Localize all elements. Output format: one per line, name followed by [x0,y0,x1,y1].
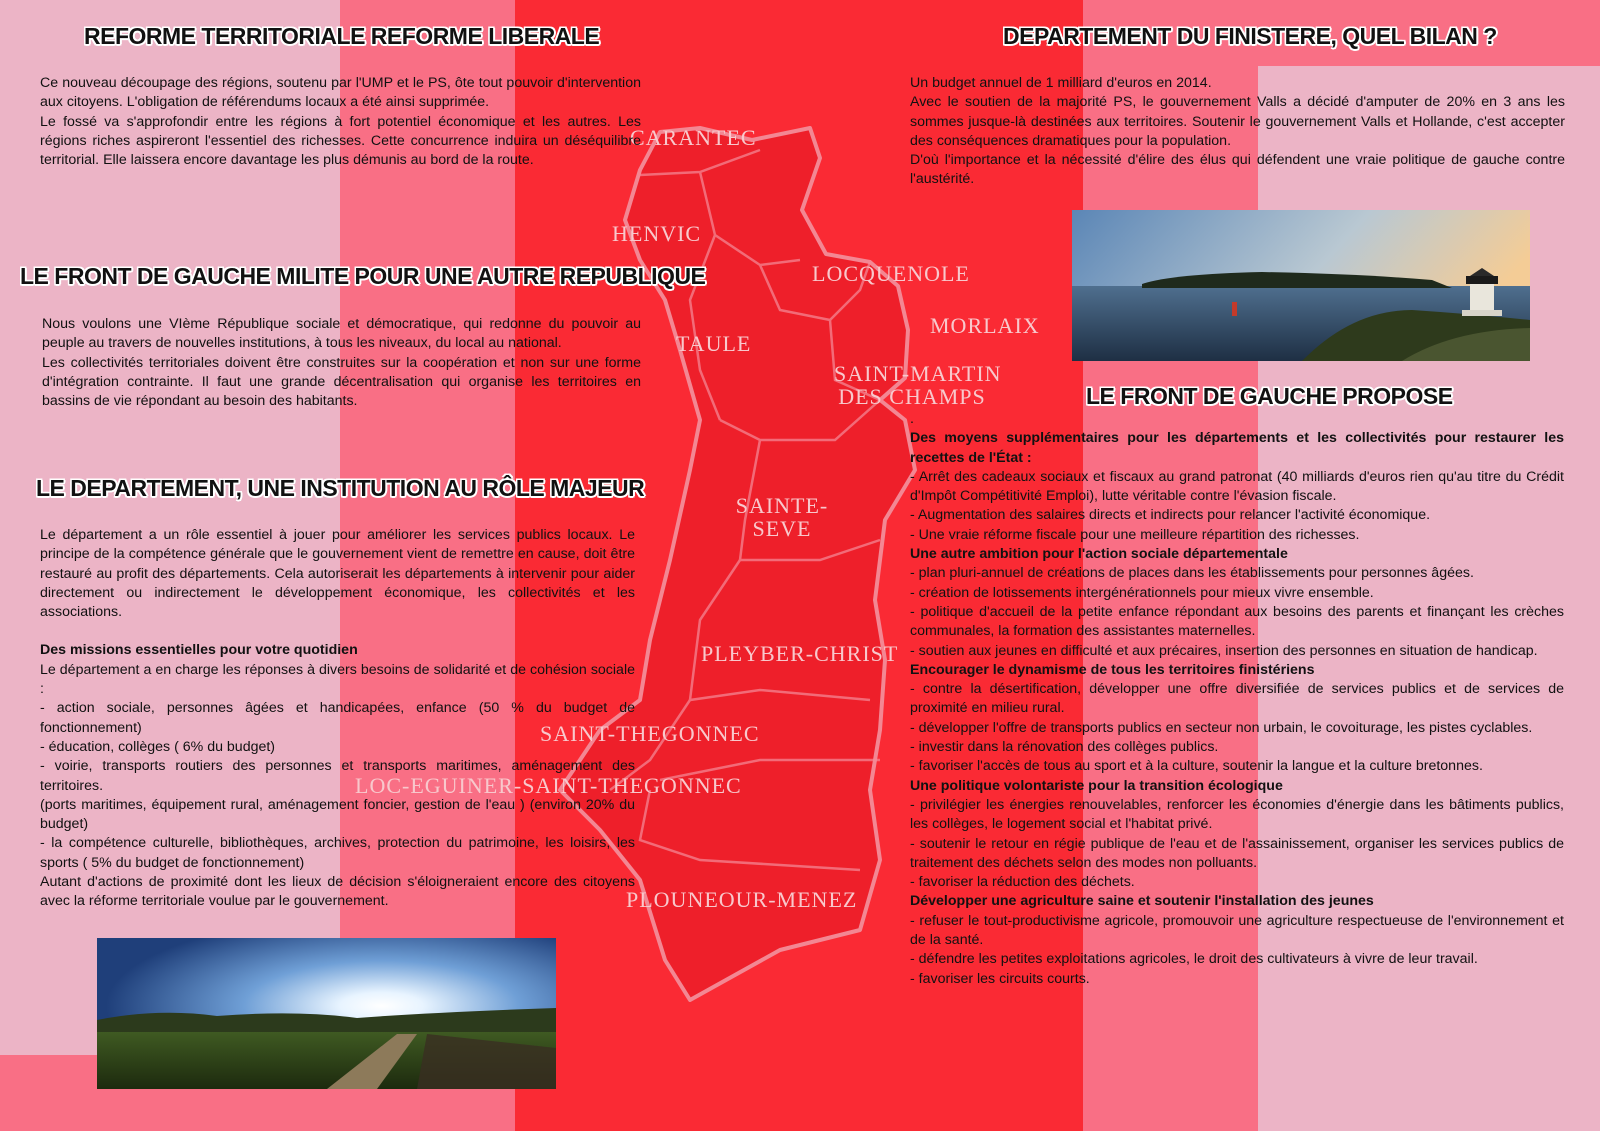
list-item: (ports maritimes, équipement rural, aménagement foncier, gestion de l'eau ) (environ 20% du budget) [40,796,635,833]
map-label-plouneour-menez: PLOUNEOUR-MENEZ [626,887,858,912]
map-label-sainte: SAINTE- [735,493,829,518]
section-body-bilan [910,74,1565,190]
list-item: - la compétence culturelle, bibliothèques, archives, protection du patrimoine, les loisirs, les sports ( 5% du budget de fonctionnement) [40,835,635,871]
list-item: - création de lotissements intergénérationnels pour mieux vivre ensemble. [910,584,1374,601]
list-item: - développer l'offre de transports publics en secteur non urbain, le covoiturage, les pistes cyclables. [910,719,1533,736]
list-item: - politique d'accueil de la petite enfance répondant aux besoins des parents et finançant les crèches communales, la formation des assistantes maternelles. [910,603,1564,640]
paragraph: Le département a un rôle essentiel à jouer pour améliorer les services publics locaux. Le principe de la compétence générale que le gouvernement vient de remettre en cause, doit être restauré au profit des départements. Cela autoriserait les départements à intervenir pour aider directement ou indirectement le développement économique, les collectivités et les associations. [40,527,635,621]
map-label-henvic: HENVIC [612,221,702,246]
subtitle-moyens: Des moyens supplémentaires pour les départements et les collectivités pour restaurer les recettes de l'État : [910,430,1564,466]
map-label-morlaix: MORLAIX [930,313,1040,338]
paragraph: D'où l'importance et la nécessité d'élire des élus qui défendent une vraie politique de gauche contre l'austérité. [910,152,1565,188]
section-title-propose: LE FRONT DE GAUCHE PROPOSE [1086,383,1453,409]
paragraph: Les collectivités territoriales doivent être construites sur la coopération et non sur une forme d'intégration contrainte. Il faut une grande décentralisation qui organise les territoires en bassins de vie répondant au besoin des habitants. [42,354,641,410]
section-body-reforme [40,74,641,170]
subtitle-ecologie: Une politique volontariste pour la transition écologique [910,777,1283,794]
list-item: - favoriser l'accès de tous au sport et à la culture, soutenir la langue et la culture bretonnes. [910,758,1483,775]
dot-marker: . [910,411,914,427]
paragraph: Le fossé va s'approfondir entre les régions à fort potentiel économique et les autres. Les régions riches aspireront l'essentiel des richesses. Cette concurrence induira un déséquilibre territorial. Elle laissera encore davantage les plus démunis au bord de la route. [40,113,641,169]
paragraph: Un budget annuel de 1 milliard d'euros en 2014. [910,75,1212,91]
list-item: - favoriser la réduction des déchets. [910,874,1135,891]
section-body-republique [42,315,641,411]
list-item: - contre la désertification, développer une offre diversifiée de services publics et de services de proximité en milieu rural. [910,681,1564,717]
list-item: - privilégier les énergies renouvelables, renforcer les économies d'énergie dans les bâtiments publics, les collèges, le logement social et l'habitat privé. [910,796,1564,833]
list-item: - Arrêt des cadeaux sociaux et fiscaux au grand patronat (40 milliards d'euros rien qu'au titre du Crédit d'Impôt Compétitivité Emploi), lutte véritable contre l'évasion fiscale. [910,468,1564,505]
section-title-bilan: DEPARTEMENT DU FINISTERE, QUEL BILAN ? [1003,23,1497,49]
section-title-reforme: REFORME TERRITORIALE REFORME LIBERALE [84,23,600,49]
paragraph: Le département a en charge les réponses à divers besoins de solidarité et de cohésion sociale : [40,661,635,698]
list-item: - Une vraie réforme fiscale pour une meilleure répartition des richesses. [910,526,1360,543]
map-label-saint-martin: SAINT-MARTIN [834,361,1002,386]
section-title-republique: LE FRONT DE GAUCHE MILITE POUR UNE AUTRE REPUBLIQUE [20,263,706,289]
paragraph: Autant d'actions de proximité dont les lieux de décision s'éloigneraient encore des citoyens avec la réforme territoriale voulue par le gouvernement. [40,874,635,910]
map-label-loc-eguiner-saint-thegonnec: LOC-EGUINER-SAINT-THEGONNEC [355,773,742,798]
map-label-des-champs: DES CHAMPS [838,384,986,409]
map-label-seve: SEVE [752,516,812,541]
list-item: - plan pluri-annuel de créations de places dans les établissements pour personnes âgées. [910,565,1474,582]
list-item: - soutenir le retour en régie publique de l'eau et de l'assainissement, organiser les services publics de traitement des déchets selon des modes non polluants. [910,835,1564,871]
paragraph: Avec le soutien de la majorité PS, le gouvernement Valls a décidé d'amputer de 20% en 3 ans les sommes jusque-là destinées aux territoires. Soutenir le gouvernement Valls et Hollande, c'est accepter des conséquences dramatiques pour la population. [910,94,1565,149]
section-body-propose [910,410,1564,989]
paragraph: Ce nouveau découpage des régions, soutenu par l'UMP et le PS, ôte tout pouvoir d'intervention aux citoyens. L'obligation de référendums locaux a été ainsi supprimée. [40,75,641,111]
map-label-saint-thegonnec: SAINT-THEGONNEC [540,721,760,746]
list-item: - éducation, collèges ( 6% du budget) [40,738,276,755]
paragraph: Nous voulons une VIème République sociale et démocratique, qui redonne du pouvoir au peuple au travers de nouvelles institutions, à tous les niveaux, du local au national. [42,316,641,352]
list-item: - voirie, transports routiers des personnes et transports maritimes, aménagement des territoires. [40,758,635,794]
subtitle-territoires: Encourager le dynamisme de tous les territoires finistériens [910,661,1315,678]
section-title-departement: LE DEPARTEMENT, UNE INSTITUTION AU RÔLE MAJEUR [36,475,645,501]
list-item: - investir dans la rénovation des collèges publics. [910,739,1219,756]
map-label-taule: TAULE [676,331,752,356]
subtitle-missions: Des missions essentielles pour votre quotidien [40,642,358,659]
list-item: - soutien aux jeunes en difficulté et aux précaires, insertion des personnes en situation de handicap. [910,642,1538,659]
section-body-departement [40,526,635,912]
lighthouse-photo [1072,210,1530,361]
subtitle-action-sociale: Une autre ambition pour l'action sociale départementale [910,546,1288,563]
subtitle-agriculture: Développer une agriculture saine et soutenir l'installation des jeunes [910,893,1374,910]
list-item: - Augmentation des salaires directs et indirects pour relancer l'activité économique. [910,507,1431,524]
list-item: - action sociale, personnes âgées et handicapées, enfance (50 % du budget de fonctionnement) [40,700,635,736]
field-landscape-photo [97,938,556,1089]
list-item: - favoriser les circuits courts. [910,970,1090,987]
map-label-carantec: CARANTEC [630,125,757,150]
list-item: - défendre les petites exploitations agricoles, le droit des cultivateurs à vivre de leur travail. [910,951,1478,968]
map-label-pleyber-christ: PLEYBER-CHRIST [701,641,899,666]
list-item: - refuser le tout-productivisme agricole, promouvoir une agriculture respectueuse de l'environnement et de la santé. [910,912,1564,949]
map-label-locquenole: LOCQUENOLE [812,261,970,286]
